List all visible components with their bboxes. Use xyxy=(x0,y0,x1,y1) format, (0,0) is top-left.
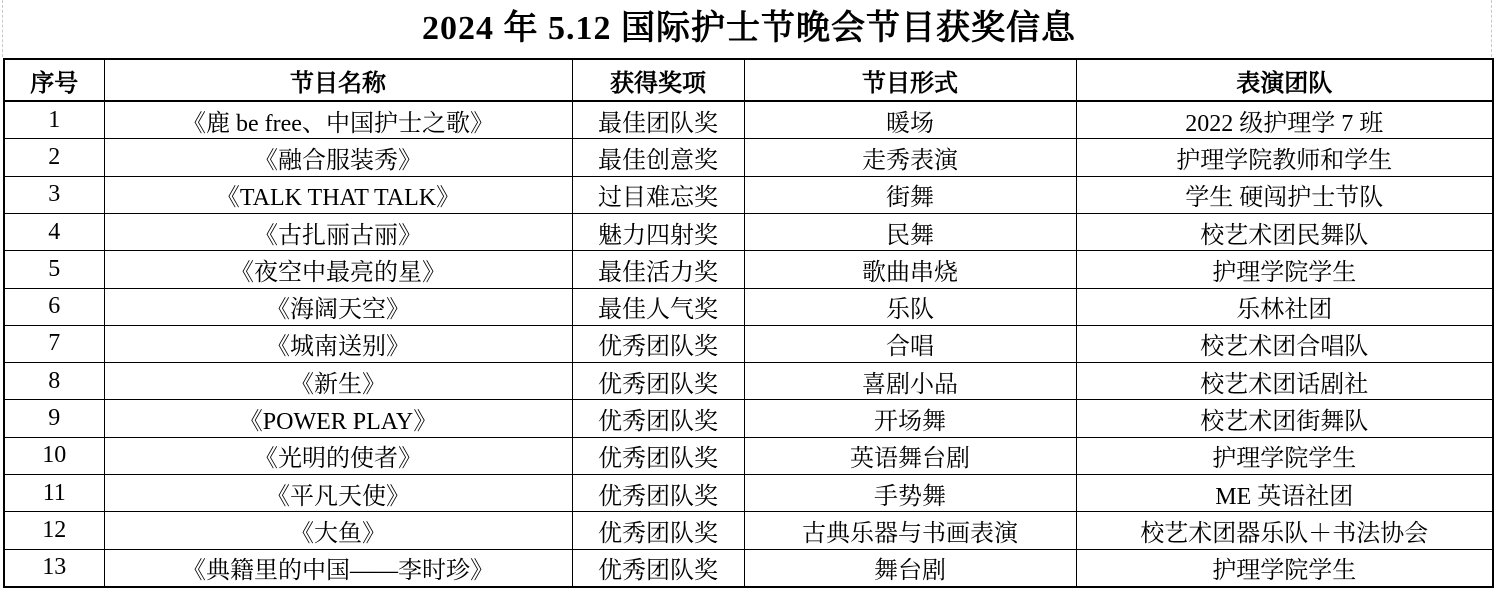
cell-award: 最佳人气奖 xyxy=(572,288,744,325)
table-row xyxy=(4,363,1493,400)
column-header-team: 表演团队 xyxy=(1076,59,1493,101)
cell-sequence: 10 xyxy=(4,437,104,474)
cell-format: 乐队 xyxy=(744,288,1076,325)
cell-team: 校艺术团合唱队 xyxy=(1076,325,1493,362)
cell-sequence: 9 xyxy=(4,400,104,437)
cell-program-name: 《夜空中最亮的星》 xyxy=(104,251,572,288)
header-row xyxy=(4,59,1493,101)
cell-sequence: 13 xyxy=(4,549,104,587)
cell-format: 街舞 xyxy=(744,176,1076,213)
cell-team: 2022 级护理学 7 班 xyxy=(1076,101,1493,139)
cell-sequence: 3 xyxy=(4,176,104,213)
cell-format: 暖场 xyxy=(744,101,1076,139)
cell-program-name: 《海阔天空》 xyxy=(104,288,572,325)
cell-award: 优秀团队奖 xyxy=(572,400,744,437)
cell-award: 优秀团队奖 xyxy=(572,549,744,587)
cell-award: 优秀团队奖 xyxy=(572,363,744,400)
cell-format: 开场舞 xyxy=(744,400,1076,437)
cell-program-name: 《光明的使者》 xyxy=(104,437,572,474)
table-row xyxy=(4,512,1493,549)
cell-program-name: 《新生》 xyxy=(104,363,572,400)
cell-program-name: 《TALK THAT TALK》 xyxy=(104,176,572,213)
cell-award: 优秀团队奖 xyxy=(572,325,744,362)
cell-sequence: 7 xyxy=(4,325,104,362)
column-header-award: 获得奖项 xyxy=(572,59,744,101)
cell-program-name: 《鹿 be free、中国护士之歌》 xyxy=(104,101,572,139)
table-row xyxy=(4,474,1493,511)
cell-team: 护理学院学生 xyxy=(1076,251,1493,288)
cell-program-name: 《POWER PLAY》 xyxy=(104,400,572,437)
cell-team: ME 英语社团 xyxy=(1076,474,1493,511)
cell-team: 校艺术团话剧社 xyxy=(1076,363,1493,400)
table-header xyxy=(4,59,1493,101)
column-header-format: 节目形式 xyxy=(744,59,1076,101)
table-row xyxy=(4,325,1493,362)
page-title: 2024 年 5.12 国际护士节晚会节目获奖信息 xyxy=(422,10,1076,47)
cell-award: 最佳创意奖 xyxy=(572,139,744,176)
table-row xyxy=(4,139,1493,176)
column-header-program-name: 节目名称 xyxy=(104,59,572,101)
cell-program-name: 《平凡天使》 xyxy=(104,474,572,511)
table-row xyxy=(4,549,1493,587)
table-row xyxy=(4,400,1493,437)
cell-award: 最佳活力奖 xyxy=(572,251,744,288)
cell-award: 优秀团队奖 xyxy=(572,474,744,511)
cell-team: 校艺术团街舞队 xyxy=(1076,400,1493,437)
table-row xyxy=(4,251,1493,288)
cell-format: 古典乐器与书画表演 xyxy=(744,512,1076,549)
cell-team: 护理学院教师和学生 xyxy=(1076,139,1493,176)
cell-award: 过目难忘奖 xyxy=(572,176,744,213)
cell-format: 喜剧小品 xyxy=(744,363,1076,400)
cell-format: 走秀表演 xyxy=(744,139,1076,176)
awards-table xyxy=(3,58,1494,588)
cell-format: 合唱 xyxy=(744,325,1076,362)
cell-program-name: 《城南送别》 xyxy=(104,325,572,362)
cell-sequence: 4 xyxy=(4,213,104,250)
cell-sequence: 11 xyxy=(4,474,104,511)
table-row xyxy=(4,288,1493,325)
table-row xyxy=(4,176,1493,213)
cell-format: 民舞 xyxy=(744,213,1076,250)
cell-sequence: 1 xyxy=(4,101,104,139)
table-row xyxy=(4,213,1493,250)
cell-award: 魅力四射奖 xyxy=(572,213,744,250)
cell-sequence: 12 xyxy=(4,512,104,549)
cell-program-name: 《融合服装秀》 xyxy=(104,139,572,176)
cell-sequence: 2 xyxy=(4,139,104,176)
cell-team: 护理学院学生 xyxy=(1076,437,1493,474)
cell-award: 最佳团队奖 xyxy=(572,101,744,139)
cell-format: 手势舞 xyxy=(744,474,1076,511)
cell-format: 歌曲串烧 xyxy=(744,251,1076,288)
cell-program-name: 《大鱼》 xyxy=(104,512,572,549)
table-body xyxy=(4,101,1493,587)
cell-team: 学生 硬闯护士节队 xyxy=(1076,176,1493,213)
cell-sequence: 8 xyxy=(4,363,104,400)
cell-team: 校艺术团民舞队 xyxy=(1076,213,1493,250)
cell-team: 护理学院学生 xyxy=(1076,549,1493,587)
table-row xyxy=(4,101,1493,139)
cell-format: 英语舞台剧 xyxy=(744,437,1076,474)
cell-team: 乐林社团 xyxy=(1076,288,1493,325)
cell-program-name: 《典籍里的中国——李时珍》 xyxy=(104,549,572,587)
table-row xyxy=(4,437,1493,474)
cell-award: 优秀团队奖 xyxy=(572,512,744,549)
column-header-sequence: 序号 xyxy=(4,59,104,101)
cell-program-name: 《古扎丽古丽》 xyxy=(104,213,572,250)
cell-sequence: 5 xyxy=(4,251,104,288)
cell-award: 优秀团队奖 xyxy=(572,437,744,474)
cell-team: 校艺术团器乐队＋书法协会 xyxy=(1076,512,1493,549)
cell-format: 舞台剧 xyxy=(744,549,1076,587)
cell-sequence: 6 xyxy=(4,288,104,325)
